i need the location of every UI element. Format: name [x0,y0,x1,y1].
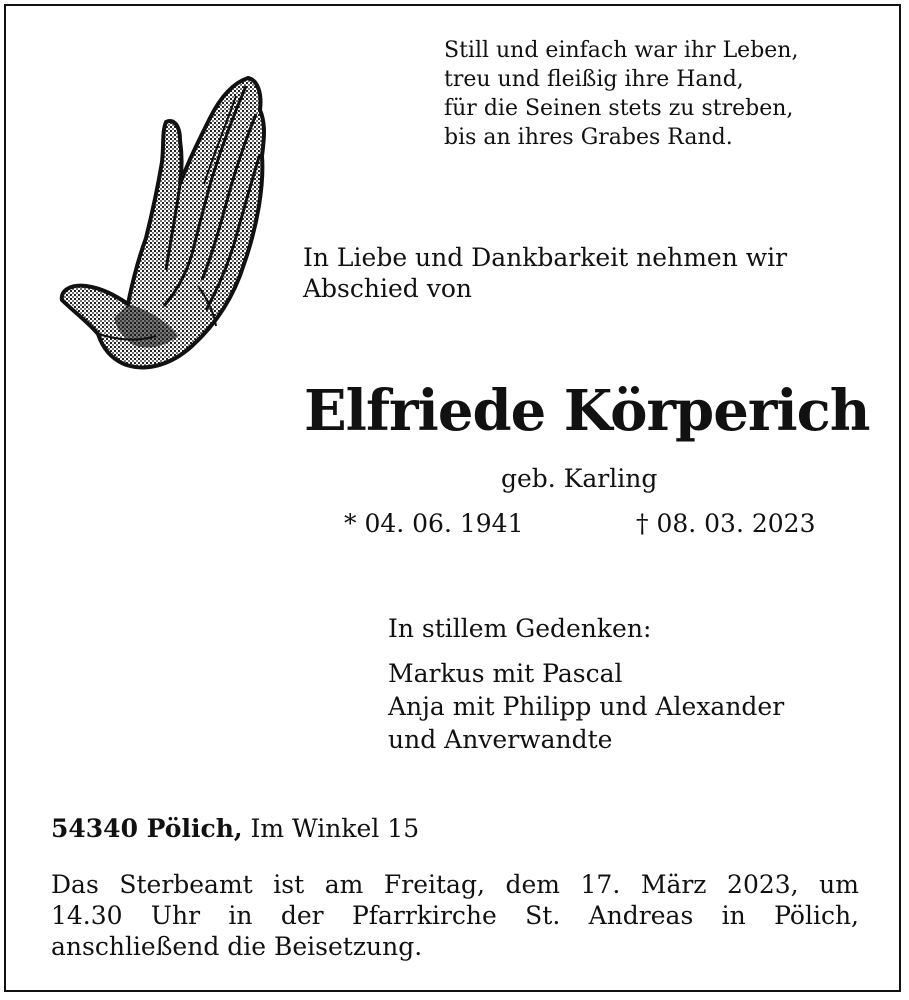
address [51,813,419,845]
deceased-name: Elfriede Körperich [304,378,870,444]
address-city: 54340 Pölich, [51,814,243,843]
poem-line: bis an ihres Grabes Rand. [444,125,733,150]
maiden-name: geb. Karling [501,464,658,493]
memory-heading: In stillem Gedenken: [388,614,652,643]
intro-line: In Liebe und Dankbarkeit nehmen wir [303,243,788,272]
poem-line: Still und einfach war ihr Leben, [444,38,799,63]
birth-date: * 04. 06. 1941 [344,509,524,538]
mourner-line: Anja mit Philipp und Alexander [388,692,785,721]
poem [444,36,798,152]
service-line: Das Sterbeamt ist am Freitag, dem 17. März 2023, um [51,870,859,899]
poem-line: für die Seinen stets zu streben, [444,96,794,121]
service-info [51,869,859,962]
mourners-list [388,657,784,756]
intro-text [303,242,787,304]
intro-line: Abschied von [303,274,473,303]
praying-hands-icon [58,74,272,374]
service-line: anschließend die Beisetzung. [51,932,423,961]
mourner-line: Markus mit Pascal [388,659,623,688]
poem-line: treu und fleißig ihre Hand, [444,67,744,92]
death-date: † 08. 03. 2023 [636,509,816,538]
address-street: Im Winkel 15 [242,814,420,843]
service-line: 14.30 Uhr in der Pfarrkirche St. Andreas in Pölich, [51,901,859,930]
mourner-line: und Anverwandte [388,725,613,754]
